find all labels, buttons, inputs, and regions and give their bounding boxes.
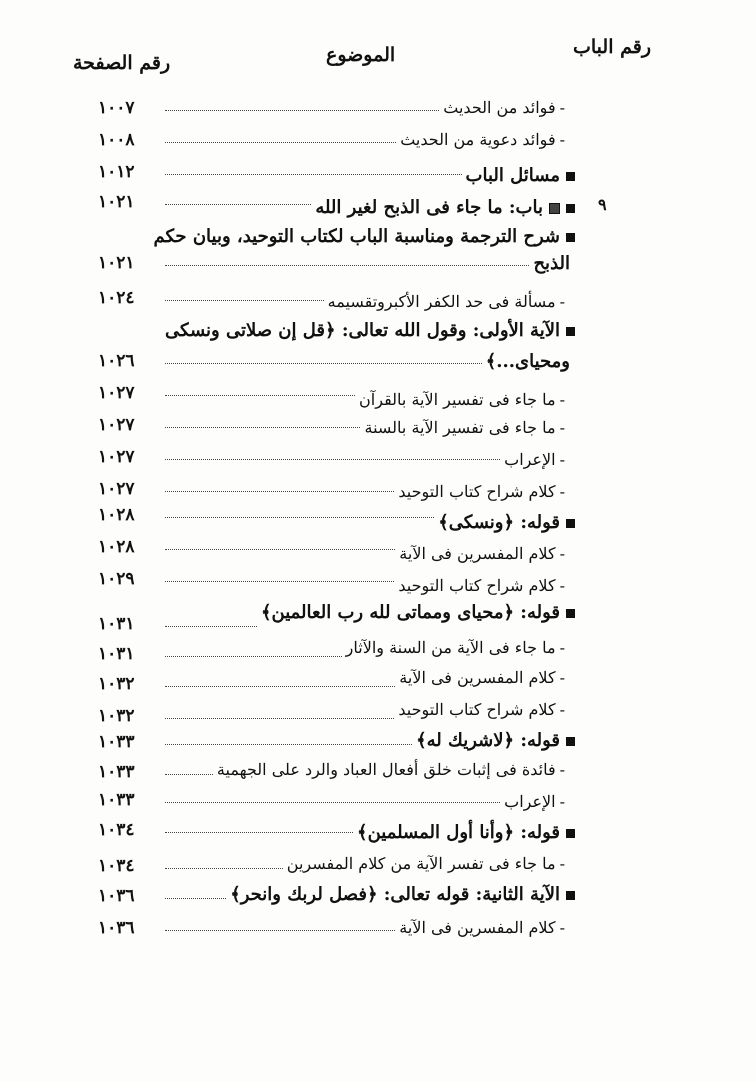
- toc-page-number: ١٠٢٩: [98, 569, 135, 589]
- toc-title-text: ما جاء فى تفسير الآية بالقرآن: [359, 390, 556, 409]
- toc-title: [466, 165, 575, 186]
- toc-title-text: باب: ما جاء فى الذبح لغير الله: [315, 197, 543, 218]
- toc-page-number: ١٠٣٤: [98, 856, 135, 876]
- toc-title-text: كلام المفسرين فى الآية: [399, 918, 556, 937]
- toc-page-number: ١٠٣١: [98, 644, 135, 664]
- toc-title: [438, 512, 575, 533]
- toc-title: [504, 792, 565, 811]
- dot-leader: [165, 459, 500, 460]
- dash-marker: -: [559, 98, 565, 117]
- dash-marker: -: [559, 130, 565, 149]
- dash-marker: -: [559, 700, 565, 719]
- toc-title: [399, 544, 565, 563]
- dot-leader: [165, 517, 434, 518]
- toc-title: [154, 226, 576, 247]
- dot-leader: [165, 868, 283, 869]
- toc-title-continuation: الذبح: [533, 253, 570, 274]
- toc-title: [217, 760, 565, 779]
- dot-leader: [165, 581, 394, 582]
- toc-title-text: مسائل الباب: [465, 165, 560, 186]
- toc-page-number: ١٠٣٣: [98, 732, 135, 752]
- toc-page-number: ١٠٣١: [98, 614, 135, 634]
- toc-page-number: ١٠٢١: [98, 253, 135, 273]
- dot-leader: [165, 204, 311, 205]
- dash-marker: -: [559, 576, 565, 595]
- toc-title-text: ما جاء فى تفسر الآية من كلام المفسرين: [286, 854, 556, 873]
- toc-title: [346, 638, 565, 657]
- dot-leader: [165, 626, 257, 627]
- toc-page-number: ١٠٢٦: [98, 351, 135, 371]
- topic-header: الموضوع: [326, 44, 396, 66]
- dash-marker: -: [559, 854, 565, 873]
- toc-title: [416, 730, 575, 751]
- toc-page-number: ١٠٢٧: [98, 479, 135, 499]
- toc-title-text: قوله: ﴿ونسكى﴾: [438, 512, 560, 533]
- dot-leader: [165, 265, 529, 266]
- square-bullet-icon: [549, 203, 560, 214]
- toc-title-text: الإعراب: [504, 792, 556, 811]
- toc-title-text: قوله: ﴿محياى ومماتى لله رب العالمين﴾: [260, 602, 560, 623]
- square-bullet-icon: [566, 519, 575, 528]
- toc-title-text: كلام شراح كتاب التوحيد: [398, 700, 556, 719]
- toc-page-number: ١٠٣٣: [98, 790, 135, 810]
- square-bullet-icon: [566, 327, 575, 336]
- toc-title: [287, 854, 565, 873]
- toc-page-number: ١٠٢٧: [98, 383, 135, 403]
- dot-leader: [165, 802, 500, 803]
- toc-title: [357, 822, 575, 843]
- dash-marker: -: [559, 482, 565, 501]
- square-bullet-icon: [566, 737, 575, 746]
- toc-page-number: ١٠٣٢: [98, 674, 135, 694]
- toc-title-text: الإعراب: [504, 450, 556, 469]
- toc-title: [261, 602, 575, 623]
- toc-page-number: ١٠٣٦: [98, 886, 135, 906]
- dash-marker: -: [559, 760, 565, 779]
- toc-title-text: كلام المفسرين فى الآية: [399, 544, 556, 563]
- toc-title-text: شرح الترجمة ومناسبة الباب لكتاب التوحيد، وبيان حكم: [153, 226, 560, 247]
- dot-leader: [165, 774, 213, 775]
- page-number-header: رقم الصفحة: [73, 52, 171, 74]
- toc-title-text: كلام شراح كتاب التوحيد: [398, 576, 556, 595]
- square-bullet-icon: [566, 609, 575, 618]
- toc-page-number: ١٠٢٨: [98, 505, 135, 525]
- dot-leader: [165, 110, 439, 111]
- toc-page-number: ١٠٣٣: [98, 762, 135, 782]
- toc-title-text: قوله: ﴿وأنا أول المسلمين﴾: [357, 822, 560, 843]
- toc-page-number: ١٠٠٧: [98, 98, 135, 118]
- toc-page-number: ١٠٣٦: [98, 918, 135, 938]
- toc-title-text: قوله: ﴿لاشريك له﴾: [416, 730, 560, 751]
- dash-marker: -: [559, 418, 565, 437]
- dot-leader: [165, 898, 226, 899]
- toc-title-text: ما جاء فى الآية من السنة والآثار: [345, 638, 556, 657]
- toc-title-text: مسألة فى حد الكفر الأكبروتقسيمه: [327, 292, 556, 311]
- dot-leader: [165, 744, 412, 745]
- dot-leader: [165, 930, 395, 931]
- toc-title: [399, 918, 565, 937]
- dash-marker: -: [559, 668, 565, 687]
- toc-title: [398, 700, 565, 719]
- dot-leader: [165, 142, 396, 143]
- square-bullet-icon: [566, 829, 575, 838]
- dot-leader: [165, 174, 462, 175]
- dot-leader: [165, 718, 394, 719]
- toc-title-text: كلام شراح كتاب التوحيد: [398, 482, 556, 501]
- dash-marker: -: [559, 638, 565, 657]
- toc-page-number: ١٠٢١: [98, 192, 135, 212]
- toc-page-number: ١٠٢٤: [98, 288, 135, 308]
- dash-marker: -: [559, 918, 565, 937]
- toc-title: [504, 450, 565, 469]
- toc-page-number: ١٠٢٨: [98, 537, 135, 557]
- dot-leader: [165, 427, 360, 428]
- dot-leader: [165, 656, 342, 657]
- toc-page-number: ١٠٣٢: [98, 706, 135, 726]
- dot-leader: [165, 300, 324, 301]
- toc-page-number: ١٠٢٧: [98, 447, 135, 467]
- dot-leader: [165, 832, 353, 833]
- square-bullet-icon: [566, 233, 575, 242]
- toc-title: [165, 320, 575, 341]
- toc-title-continuation: ومحياى...﴾: [485, 351, 570, 372]
- toc-page-number: ١٠٣٤: [98, 820, 135, 840]
- dot-leader: [165, 686, 395, 687]
- dot-leader: [165, 491, 394, 492]
- toc-page-number: ١٠٠٨: [98, 130, 135, 150]
- toc-title: [399, 668, 565, 687]
- chapter-number-header: رقم الباب: [573, 36, 651, 58]
- square-bullet-icon: [566, 204, 575, 213]
- square-bullet-icon: [566, 172, 575, 181]
- dash-marker: -: [559, 450, 565, 469]
- toc-title-text: الآية الثانية: قوله تعالى: ﴿فصل لربك وانحر﴾: [230, 884, 560, 905]
- toc-title: [230, 884, 575, 905]
- square-bullet-icon: [566, 891, 575, 900]
- toc-title-text: فائدة فى إثبات خلق أفعال العباد والرد على الجهمية: [216, 760, 556, 779]
- toc-title: [398, 482, 565, 501]
- toc-page-number: ١٠٢٧: [98, 415, 135, 435]
- toc-title: [400, 130, 565, 149]
- chapter-number: ٩: [598, 195, 607, 214]
- dot-leader: [165, 549, 395, 550]
- toc-page-number: ١٠١٢: [98, 162, 135, 182]
- toc-title: [443, 98, 565, 117]
- toc-title-text: كلام المفسرين فى الآية: [399, 668, 556, 687]
- dash-marker: -: [559, 292, 565, 311]
- toc-title: [398, 576, 565, 595]
- dash-marker: -: [559, 390, 565, 409]
- toc-title: [359, 390, 565, 409]
- dash-marker: -: [559, 792, 565, 811]
- toc-title-text: فوائد دعوية من الحديث: [400, 130, 556, 149]
- toc-title-text: ما جاء فى تفسير الآية بالسنة: [364, 418, 556, 437]
- toc-title: [328, 292, 565, 311]
- dot-leader: [165, 395, 355, 396]
- toc-title-text: فوائد من الحديث: [443, 98, 556, 117]
- toc-title-text: الآية الأولى: وقول الله تعالى: ﴿قل إن صلاتى ونسكى: [165, 320, 560, 341]
- toc-title: [315, 197, 575, 218]
- toc-title: [364, 418, 565, 437]
- dash-marker: -: [559, 544, 565, 563]
- dot-leader: [165, 363, 482, 364]
